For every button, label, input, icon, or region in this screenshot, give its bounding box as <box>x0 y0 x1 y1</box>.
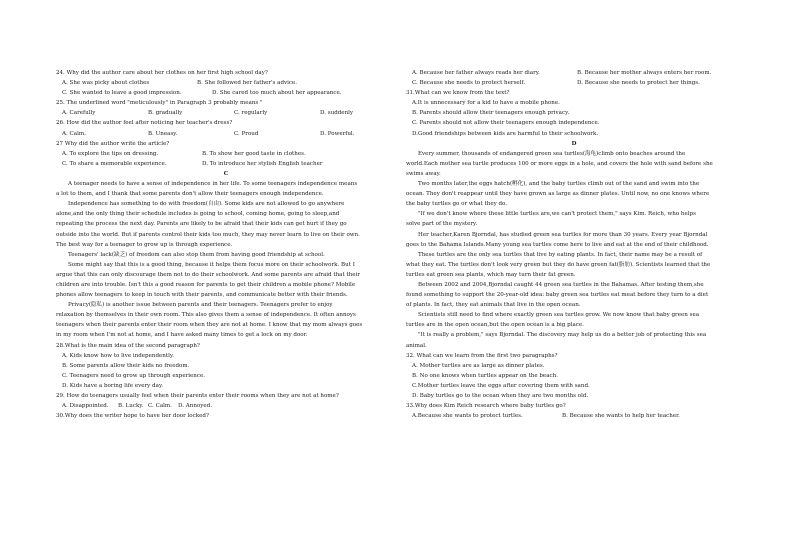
q26-option-a: A. Calm. <box>62 130 86 137</box>
passage-c-line: alone,and the only thing their schedule includes is going to school, coming home, going to sleep,and <box>56 211 340 218</box>
q29-option-d: D. Annoyed. <box>178 403 212 410</box>
q24-option-a: A. She was picky about clothes <box>62 80 150 87</box>
right-column <box>406 68 742 421</box>
passage-c-line: Teenagers' lack(缺乏) of freedom can also stop them from having good friendship at school. <box>68 251 325 258</box>
passage-c-line: Privacy(隐私) is another issue between parents and their teenagers. Teenagers prefer to enjoy <box>68 302 333 309</box>
passage-d-line: what they eat. The turtles don't look very green but they do have green fat(脂肪). Scientists learned that the <box>406 261 711 268</box>
q31-option-a: A.It is unnecessary for a kid to have a mobile phone. <box>412 100 560 107</box>
q29-option-a: A. Disappointed. <box>62 403 109 410</box>
passage-d-line: Two months later,the eggs hatch(孵化), and the baby turtles climb out of the sand and swim into the <box>418 181 700 188</box>
q26-options <box>56 129 396 139</box>
passage-d-line: Scientists still need to find where exactly green sea turtles grow. We now know that baby green sea <box>418 312 700 319</box>
q25-option-d: D. suddenly <box>320 110 354 117</box>
q32-option-b: B. No one knows when turtles appear on the beach. <box>412 372 558 379</box>
passage-d-line: animal. <box>406 342 427 349</box>
passage-d-line: These turtles are the only sea turtles that live by eating plants. In fact, their name may be a result of <box>418 251 703 258</box>
q30-stem: 30.Why does the writer hope to have her door locked? <box>56 413 209 420</box>
passage-d-line: goes to the Bahama Islands.Many young sea turtles come here to live and eat at the end of their childhood. <box>406 241 709 248</box>
q25-options <box>56 108 396 118</box>
passage-d-line: Between 2002 and 2004,Bjorndal caught 44 green sea turtles in the Bahamas. After testing them,she <box>418 281 704 288</box>
passage-c-line: phones allow teenagers to keep in touch with their parents, and communicate better with their friends. <box>56 292 348 299</box>
q24-options-row1 <box>56 78 396 88</box>
passage-c-line: in my room when I'm not at home, and I have asked many times to get a lock on my door. <box>56 332 308 339</box>
q28-option-d: D. Kids have a boring life every day. <box>62 382 164 389</box>
passage-d-line: solve part of the mystery. <box>406 221 478 228</box>
passage-d-line: of plants. In fact, they eat animals that live in the open ocean. <box>406 302 581 309</box>
q30-option-b: B. Because her mother always enters her room. <box>577 70 712 76</box>
q26-option-c: C. Proud <box>234 130 259 137</box>
q29-option-b: B. Lucky. <box>118 403 144 410</box>
q27-option-c: C. To share a memorable experience. <box>62 160 167 167</box>
q30-option-a: A. Because her father always reads her diary. <box>412 70 540 76</box>
q27-options-row2 <box>56 159 396 169</box>
q27-option-d: D. To introduce her stylish English teacher <box>202 160 323 167</box>
q27-option-a: A. To explore the tips on dressing. <box>62 150 159 157</box>
q26-option-b: B. Uneasy. <box>148 130 178 137</box>
passage-d-line: turtles eat green sea plants, which may turn their fat green. <box>406 271 576 278</box>
q24-stem: 24. Why did the author care about her clothes on her first high school day? <box>56 70 268 76</box>
q24-option-b: B. She followed her father's advice. <box>197 80 298 87</box>
passage-d-line: ocean. They don't reappear until they have grown as large as dinner plates. Until now, no one knows where <box>406 191 710 198</box>
q25-stem: 25. The underlined word "meticulously" in Paragraph 3 probably means " <box>56 100 263 107</box>
q24-option-c: C. She wanted to leave a good impression. <box>62 90 182 97</box>
passage-c-line: Some might say that this is a good thing, because it helps them focus more on their schoolwork. But I <box>68 261 355 268</box>
passage-c-line: repeating the process the next day. Parents are likely to be afraid that their kids can get hurt if they go <box>56 221 347 228</box>
q31-option-b: B. Parents should allow their teenagers enough privacy. <box>412 110 570 117</box>
q26-stem: 26. How did the author feel after noticing her teacher's dress? <box>56 120 233 127</box>
q28-option-a: A. Kids know how to live independently. <box>62 352 175 359</box>
q28-option-c: C. Teenagers need to grow up through experience. <box>62 372 206 379</box>
section-c-heading: C <box>223 170 229 177</box>
q30-options-row1 <box>406 68 742 78</box>
passage-d-line: world.Each mother sea turtle produces 100 or more eggs in a hole, and covers the hole with sand before she <box>406 160 713 167</box>
q28-option-b: B. Some parents allow their kids no freedom. <box>62 362 190 369</box>
left-column <box>56 68 396 421</box>
q27-options-row1 <box>56 149 396 159</box>
passage-d-line: the baby turtles go or what they do. <box>406 201 508 208</box>
passage-c-line: A teenager needs to have a sense of independence in her life. To some teenagers independence means <box>68 181 358 188</box>
passage-d-line: swims away. <box>406 170 441 177</box>
passage-d-line: "If we don't know where these little turtles are,we can't protect them," says Kim. Reich, who helps <box>418 211 696 218</box>
passage-c-line: The best way for a teenager to grow up is through experience. <box>56 241 233 248</box>
q30-options-row2 <box>406 78 742 88</box>
q25-option-b: B. gradually <box>148 110 183 117</box>
passage-c-line: argue that this can only discourage them not to do their schoolwork. And some parents are afraid that their <box>56 271 360 278</box>
q25-option-a: A. Carefully <box>62 110 96 117</box>
passage-d-line: Her teacher,Karen Bjorndal, has studied green sea turtles for more than 30 years. Every year Bjorndal <box>418 231 708 238</box>
q32-option-c: C.Mother turtles leave the eggs after covering them with sand. <box>412 382 590 389</box>
q31-option-c: C. Parents should not allow their teenagers enough independence. <box>412 120 600 127</box>
q29-option-c: C. Calm. <box>148 403 172 410</box>
passage-c-line: Independence has something to do with freedom(自由). Some kids are not allowed to go anywhere <box>68 201 345 208</box>
q24-options-row2 <box>56 88 396 98</box>
q33-stem: 33.Why does Kim Reich research where baby turtles go? <box>406 403 566 410</box>
q27-option-b: B. To show her good taste in clothes. <box>202 150 306 157</box>
q32-option-a: A. Mother turtles are as large as dinner plates. <box>412 362 545 369</box>
q27-stem: 27 Why did the author write the article? <box>56 140 170 147</box>
passage-c-line: teenagers when their parents enter their room when they are not at home. I know that my mom always goes <box>56 322 363 329</box>
passage-c-line: outside into the world. But if parents control their kids too much, they may never learn to live on their own. <box>56 231 360 238</box>
q31-stem: 31.What can we know from the text? <box>406 90 510 97</box>
passage-c-line: children are into trouble. Isn't this a good reason for parents to get their children a mobile phone? Mobile <box>56 281 356 288</box>
passage-c-line: relaxation by themselves in their own room. This also gives them a sense of independence. It often annoys <box>56 312 356 319</box>
passage-d-line: "It is really a problem," says Bjorndal. The discovery may help us do a better job of protecting this sea <box>418 332 707 339</box>
section-d-heading: D <box>571 140 577 147</box>
passage-c-line: a lot to them, and I thank that some parents don't allow their teenagers enough independence. <box>56 191 324 198</box>
q28-stem: 28.What is the main idea of the second paragraph? <box>56 342 200 349</box>
q30-option-d: D. Because she needs to protect her things. <box>577 80 700 87</box>
passage-d-line: turtles are in the open ocean,but the open ocean is a big place. <box>406 322 584 329</box>
q26-option-d: D. Powerful. <box>320 130 355 137</box>
q31-option-d: D.Good friendships between kids are harmful to their schoolwork. <box>412 130 599 137</box>
q30-option-c: C. Because she needs to protect herself. <box>412 80 526 87</box>
q25-option-c: C. regularly <box>234 110 268 117</box>
q32-option-d: D. Baby turtles go to the ocean when they are two months old. <box>412 393 589 399</box>
q33-options <box>406 411 742 421</box>
passage-d-line: Every summer, thousands of endangered green sea turtles(海龟)climb onto beaches around the <box>418 150 686 157</box>
q29-options <box>56 401 396 411</box>
passage-d-line: found something to support the 20-year-old idea: baby green sea turtles eat meat before they turn to a diet <box>406 292 709 299</box>
q33-option-a: A.Because she wants to protect turtles. <box>412 413 523 420</box>
q32-stem: 32. What can we learn from the first two paragraphs? <box>406 352 558 359</box>
q29-stem: 29. How do teenagers usually feel when their parents enter their rooms when they are not at home? <box>56 393 339 399</box>
q24-option-d: D. She cared too much about her appearance. <box>212 90 342 97</box>
q33-option-b: B. Because she wants to help her teacher. <box>562 413 680 420</box>
